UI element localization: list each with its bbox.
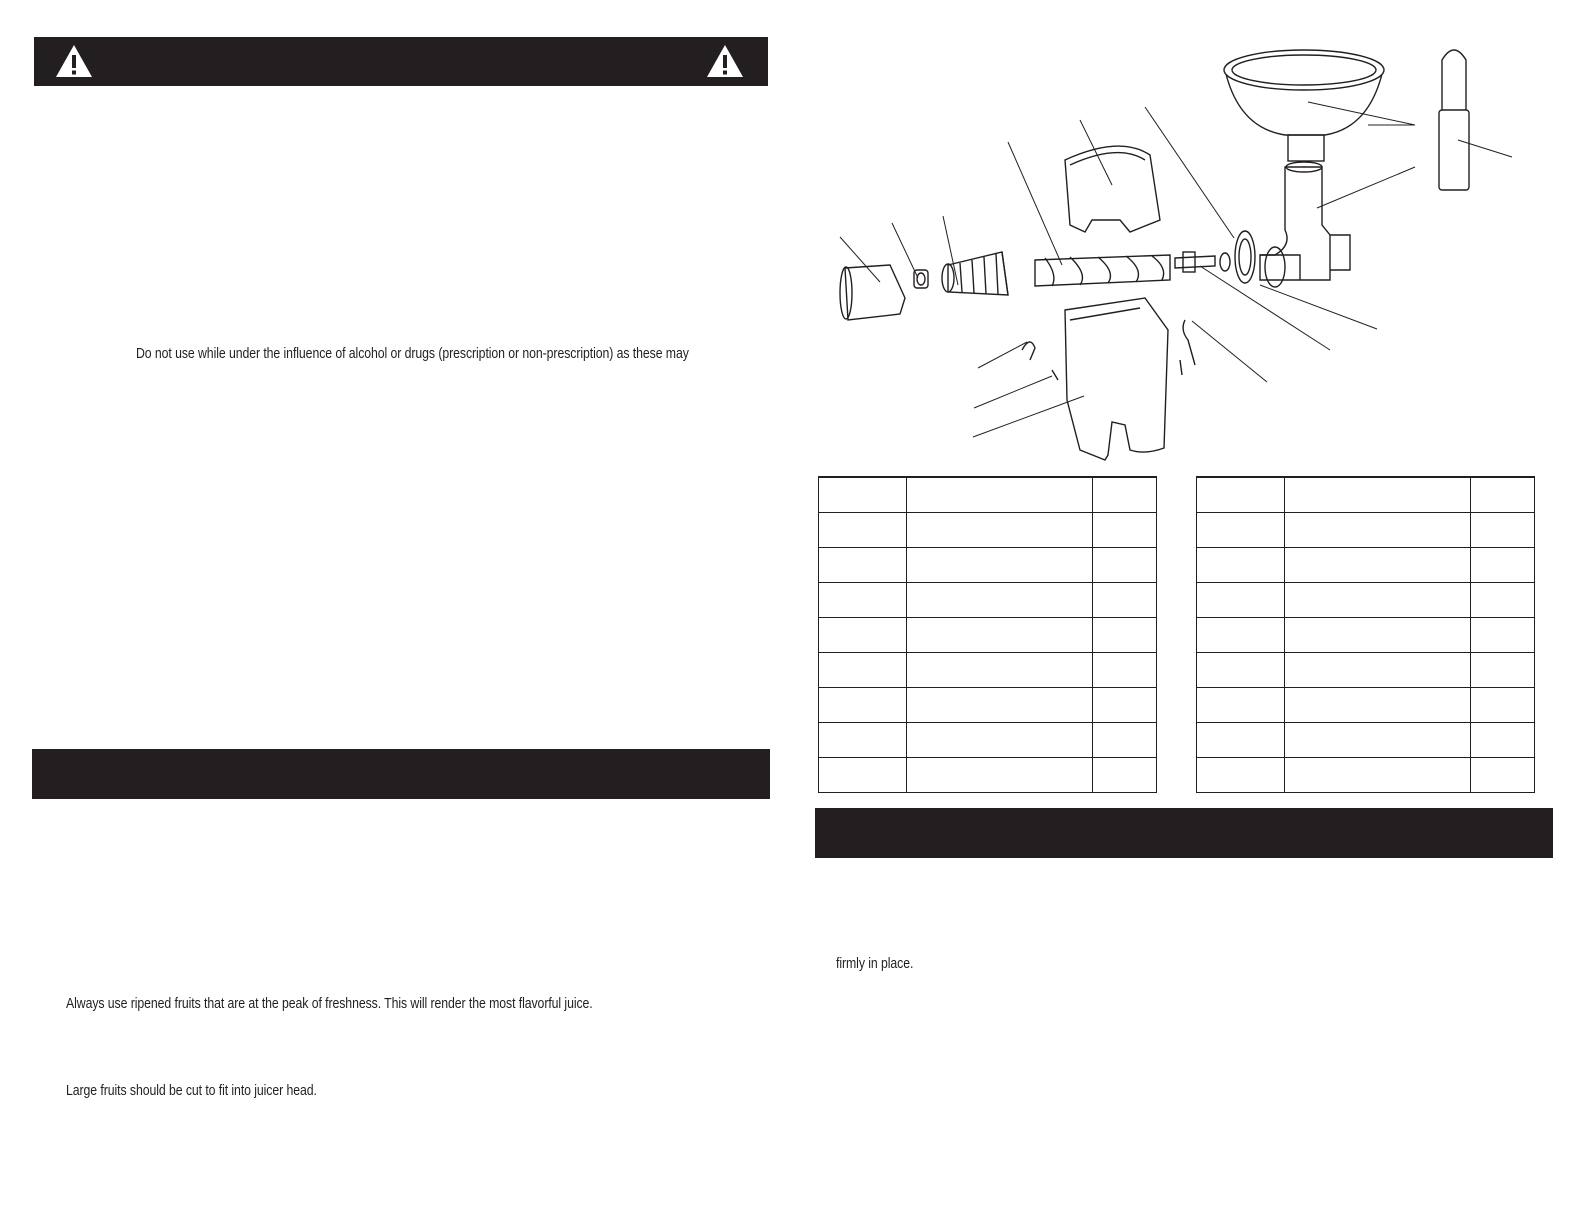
- end-cap-part: [914, 270, 928, 288]
- clip-left-part: [1022, 342, 1035, 360]
- hopper-part: [1224, 50, 1384, 161]
- table-row: [819, 583, 1157, 618]
- tips-banner: [32, 749, 770, 799]
- table-row: [1197, 513, 1535, 548]
- parts-table-left: [818, 476, 1157, 793]
- table-row: [819, 618, 1157, 653]
- pusher-part: [1439, 50, 1469, 190]
- auger-part: [1035, 255, 1170, 286]
- warning-banner: [34, 37, 768, 86]
- tip-large-fruit-text: Large fruits should be cut to fit into juicer head.: [66, 1082, 317, 1099]
- top-cover-part: [1065, 146, 1160, 232]
- small-seal-part: [1220, 253, 1230, 271]
- assembly-text: firmly in place.: [836, 955, 914, 972]
- table-row: [819, 513, 1157, 548]
- safety-warning-text: Do not use while under the influence of alcohol or drugs (prescription or non-prescription) as these may: [136, 345, 689, 362]
- assembly-banner: [815, 808, 1553, 858]
- table-row: [1197, 618, 1535, 653]
- table-row: [819, 723, 1157, 758]
- table-row: [1197, 548, 1535, 583]
- clip-right-part: [1183, 320, 1195, 365]
- warning-triangle-icon: [705, 43, 745, 79]
- table-row: [1197, 758, 1535, 793]
- exploded-parts-diagram: [830, 30, 1550, 470]
- table-row: [1197, 477, 1535, 513]
- table-row: [819, 653, 1157, 688]
- pin-parts: [1052, 360, 1182, 380]
- warning-triangle-icon: [54, 43, 94, 79]
- table-row: [1197, 653, 1535, 688]
- table-row: [1197, 723, 1535, 758]
- table-row: [1197, 688, 1535, 723]
- parts-table-right: [1196, 476, 1535, 793]
- main-body-part: [1260, 162, 1350, 287]
- lower-housing-part: [1065, 298, 1168, 460]
- table-row: [819, 758, 1157, 793]
- table-row: [819, 477, 1157, 513]
- table-row: [819, 688, 1157, 723]
- table-row: [819, 548, 1157, 583]
- table-row: [1197, 583, 1535, 618]
- leader-lines: [840, 102, 1512, 437]
- ring-part: [1235, 231, 1255, 283]
- shaft-part: [1175, 252, 1215, 272]
- tip-ripe-fruit-text: Always use ripened fruits that are at the peak of freshness. This will render the most flavorful juice.: [66, 995, 593, 1012]
